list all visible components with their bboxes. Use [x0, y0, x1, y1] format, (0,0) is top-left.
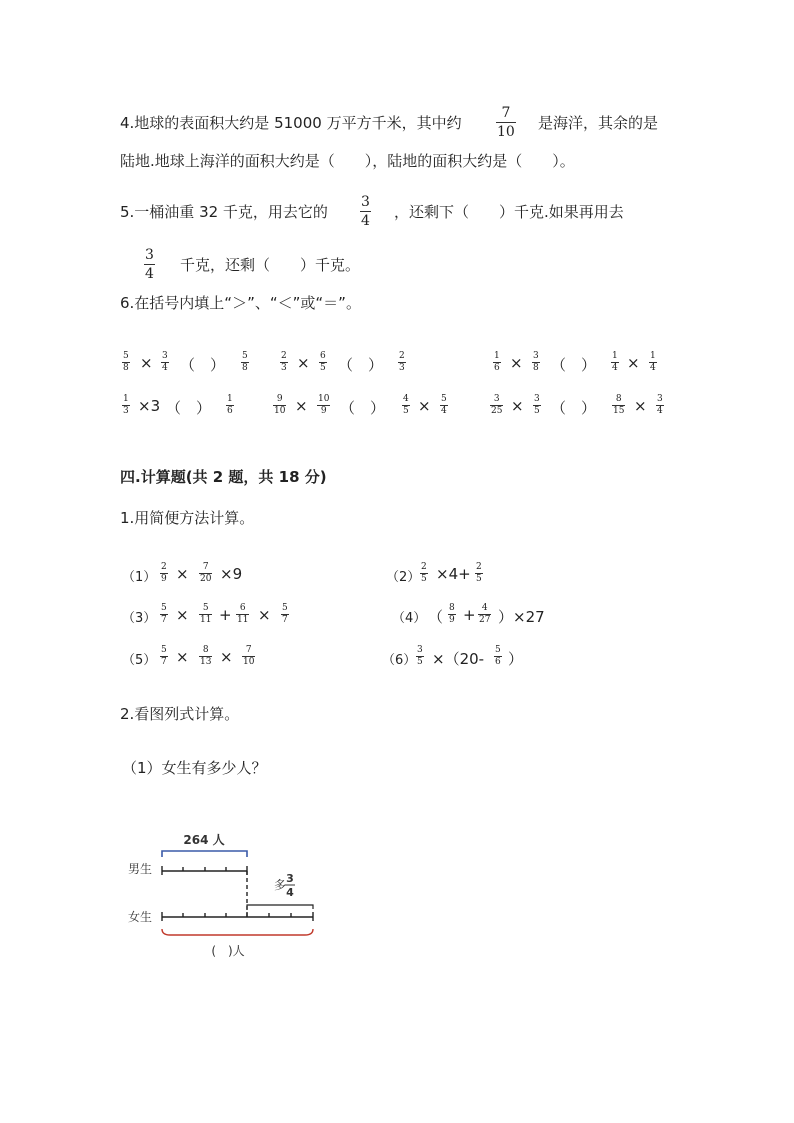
fraction: 2 9 [161, 562, 167, 584]
q5-line1-pre: 5.一桶油重 32 千克，用去它的 [120, 203, 328, 221]
tail: ×9 [220, 565, 243, 583]
times-sign: × [297, 354, 310, 372]
fraction: 2 5 [476, 562, 482, 584]
times-sign: × [176, 648, 189, 666]
q5-fraction-2: 3 4 [145, 247, 154, 282]
q6-r1-g1-f2: 3 4 [162, 351, 168, 373]
item-label: （2） [386, 570, 421, 585]
q6-r1-g1-f1: 5 8 [123, 351, 129, 373]
answer-blank[interactable]: （ ） [338, 356, 384, 374]
q4-fraction: 7 10 [497, 105, 515, 140]
open-paren: （ [428, 608, 444, 626]
mid-expression: ×4+ [436, 565, 471, 583]
times-three: ×3 [138, 397, 161, 415]
mid-expression: ×（20- [432, 650, 485, 668]
problem-1-title: 1.用简便方法计算。 [120, 509, 255, 527]
close-expression: ）×27 [498, 608, 545, 626]
boys-total-label: 264 人 [183, 833, 225, 847]
close-paren: ） [508, 650, 524, 668]
q6-r1-g2-f2: 6 5 [320, 351, 326, 373]
q6-r2-g3-f3: 8 15 [613, 394, 625, 416]
q6-r1-g3-f4: 1 4 [650, 351, 656, 373]
q6-r1-g3-f3: 1 4 [612, 351, 618, 373]
fraction: 7 10 [243, 645, 255, 667]
fraction: 5 6 [495, 645, 501, 667]
q6-r2-g2-f1: 9 10 [274, 394, 286, 416]
plus-sign: + [463, 606, 476, 624]
answer-blank[interactable]: （ ） [340, 399, 386, 417]
item-label: （1） [122, 570, 157, 585]
item-label: （4） [392, 611, 427, 626]
times-sign: × [258, 606, 271, 624]
q6-r1-g2-f1: 2 3 [281, 351, 287, 373]
q6-r2-g2-f3: 4 5 [403, 394, 409, 416]
times-sign: × [295, 397, 308, 415]
fraction: 2 5 [421, 562, 427, 584]
girls-total-label: ( )人 [211, 944, 245, 958]
answer-blank[interactable]: （ ） [551, 399, 597, 417]
q6-r2-g1-f2: 1 6 [227, 394, 233, 416]
q6-r2-g1-f1: 1 3 [123, 394, 129, 416]
more-prefix: 多 [274, 878, 287, 892]
item-label: （3） [122, 611, 157, 626]
fraction: 5 7 [282, 603, 288, 625]
q4-line1-post: 是海洋，其余的是 [538, 114, 659, 132]
extra-brace [247, 905, 313, 909]
q5-fraction: 3 4 [361, 194, 370, 229]
section-heading: 四.计算题(共 2 题，共 18 分) [120, 468, 327, 486]
q6-r2-g3-f2: 3 5 [534, 394, 540, 416]
plus-sign: + [219, 606, 232, 624]
q6-r1-g3-f1: 1 6 [494, 351, 500, 373]
q5-line1-post: ，还剩下（ ）千克.如果再用去 [394, 203, 624, 221]
times-sign: × [510, 354, 523, 372]
times-sign: × [418, 397, 431, 415]
item-label: （6） [382, 653, 417, 668]
q6-r1-g3-f2: 3 8 [533, 351, 539, 373]
girls-brace [162, 929, 313, 935]
times-sign: × [140, 354, 153, 372]
fraction: 7 20 [200, 562, 212, 584]
more-frac-den: 4 [286, 886, 294, 899]
q5-line2: 千克，还剩（ ）千克。 [180, 256, 361, 274]
q6-r2-g3-f1: 3 25 [491, 394, 503, 416]
boys-label: 男生 [128, 862, 153, 876]
times-sign: × [220, 648, 233, 666]
times-sign: × [634, 397, 647, 415]
fraction: 4 27 [479, 603, 491, 625]
q6-r1-g2-f3: 2 3 [399, 351, 405, 373]
times-sign: × [511, 397, 524, 415]
q6-r1-g1-f3: 5 8 [242, 351, 248, 373]
q6-r2-g3-f4: 3 4 [657, 394, 663, 416]
fraction: 5 7 [161, 645, 167, 667]
fraction: 8 9 [449, 603, 455, 625]
q6-r2-g2-f4: 5 4 [441, 394, 447, 416]
q6-title: 6.在括号内填上“＞”、“＜”或“＝”。 [120, 294, 361, 312]
times-sign: × [627, 354, 640, 372]
fraction: 3 5 [417, 645, 423, 667]
q6-r2-g2-f2: 10 9 [318, 394, 330, 416]
boys-brace [162, 851, 247, 857]
fraction: 5 7 [161, 603, 167, 625]
more-frac-num: 3 [286, 872, 294, 885]
times-sign: × [176, 565, 189, 583]
answer-blank[interactable]: （ ） [180, 356, 226, 374]
answer-blank[interactable]: （ ） [166, 399, 212, 417]
problem-2-sub: （1）女生有多少人？ [122, 759, 267, 777]
fraction: 5 11 [200, 603, 212, 625]
answer-blank[interactable]: （ ） [551, 356, 597, 374]
item-label: （5） [122, 653, 157, 668]
problem-2-title: 2.看图列式计算。 [120, 705, 240, 723]
segment-diagram [120, 825, 330, 965]
girls-label: 女生 [128, 910, 153, 924]
times-sign: × [176, 606, 189, 624]
fraction: 8 13 [200, 645, 212, 667]
q4-line1-pre: 4.地球的表面积大约是 51000 万平方千米，其中约 [120, 114, 462, 132]
fraction: 6 11 [237, 603, 249, 625]
q4-line2: 陆地.地球上海洋的面积大约是（ ），陆地的面积大约是（ ）。 [120, 152, 575, 170]
